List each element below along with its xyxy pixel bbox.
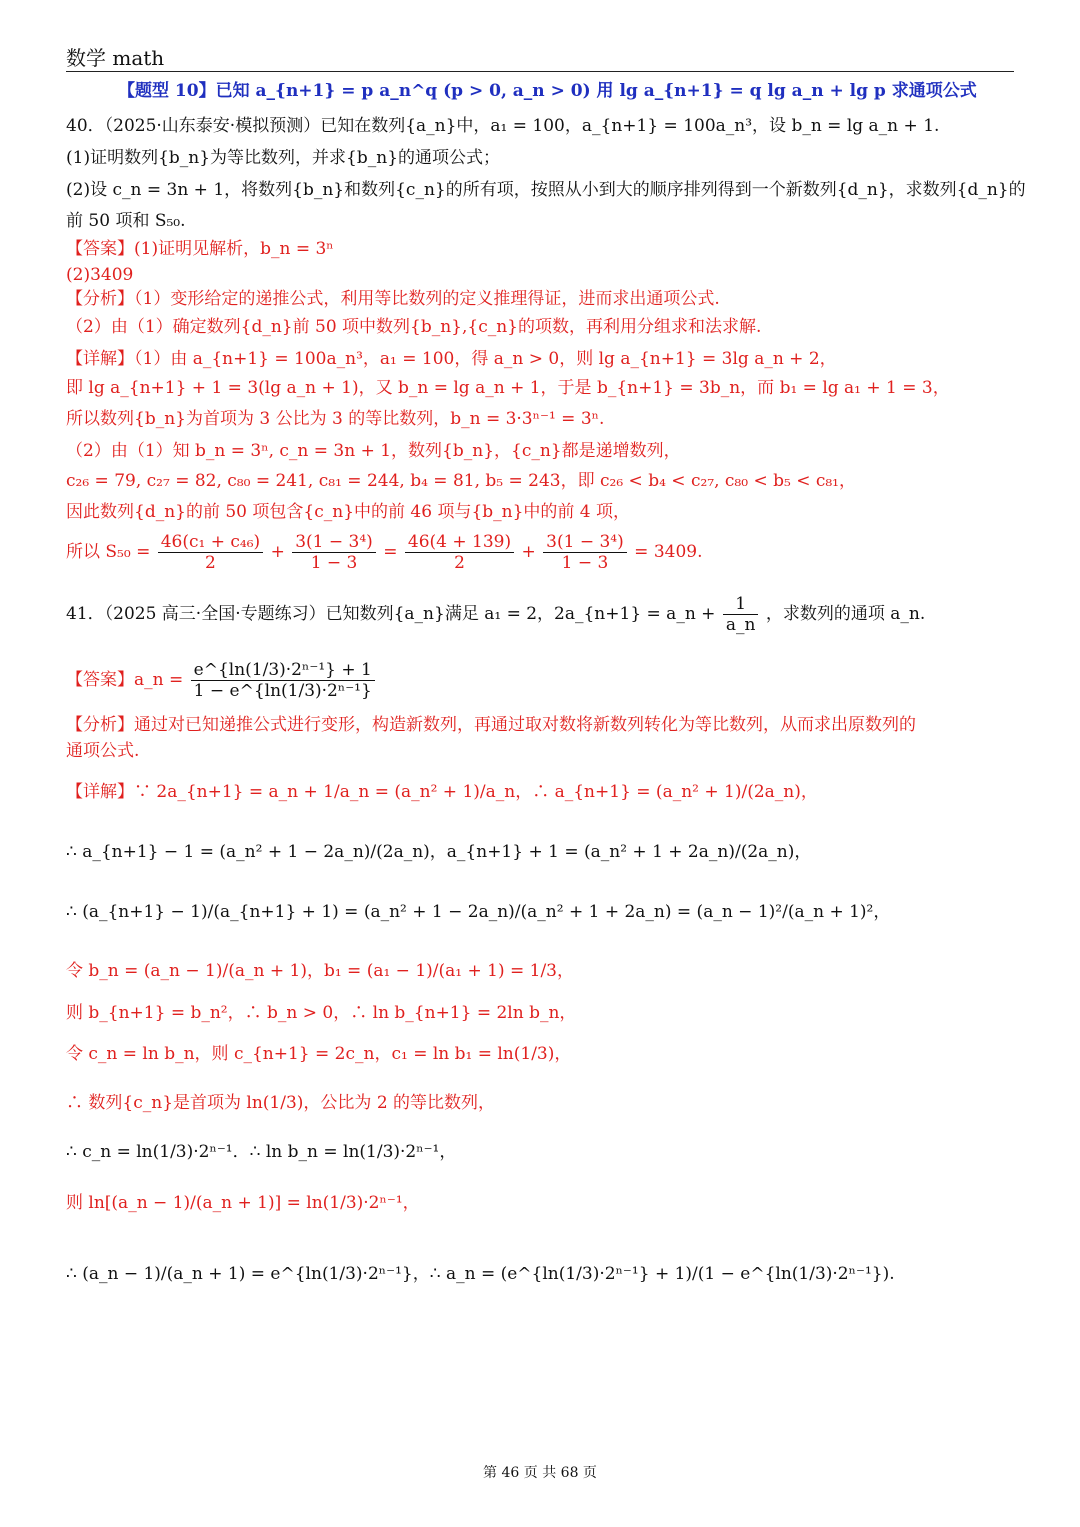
header-rule	[66, 71, 1014, 72]
numerator: 46(c₁ + c₄₆)	[158, 532, 263, 553]
fraction	[405, 532, 514, 573]
denominator: 2	[205, 553, 216, 573]
q40-sum-formula: 所以 S₅₀ = $\frac{\text{46(c₁ + c₄₆)}}{2}$ + $\frac{\text{3(1 − 3⁴)}}{1 - 3}$ = $\frac{46(4 + 139)}{2}$ + $\frac{\text{3(1 − 3⁴)}}{1 - 3}$ = 3409.	[66, 532, 703, 573]
numerator: e^{ln(1/3)·2ⁿ⁻¹} + 1	[191, 660, 375, 681]
numerator: 3(1 − 3⁴)	[292, 532, 376, 553]
q41-step2: ∴ a_{n+1} − 1 = (a_n² + 1 − 2a_n)/(2a_n)，a_{n+1} + 1 = (a_n² + 1 + 2a_n)/(2a_n)，	[66, 842, 812, 862]
q40-stem: 40．（2025·山东泰安·模拟预测）已知在数列{a_n}中，a₁ = 100，a_{n+1} = 100a_n³，设 b_n = lg a_n + 1.	[66, 116, 940, 136]
q41-step8: ∴ c_n = ln(1/3)·2ⁿ⁻¹．∴ ln b_n = ln(1/3)·2ⁿ⁻¹，	[66, 1142, 457, 1162]
page-header: 数学 math	[66, 46, 165, 70]
q40-detail4: （2）由（1）知 b_n = 3ⁿ, c_n = 3n + 1，数列{b_n}，{c_n}都是递增数列，	[66, 441, 681, 461]
numerator: 1	[723, 594, 759, 615]
q41-stem-a: 41．（2025 高三·全国·专题练习）已知数列{a_n}满足 a₁ = 2，2a_{n+1} = a_n +	[66, 604, 716, 624]
denominator: 1 − 3	[561, 553, 609, 573]
q40-detail2: 即 lg a_{n+1} + 1 = 3(lg a_n + 1)，又 b_n = lg a_n + 1，于是 b_{n+1} = 3b_n，而 b₁ = lg a₁ + 1 = 3，	[66, 378, 950, 398]
q40-analysis2: （2）由（1）确定数列{d_n}前 50 项中数列{b_n},{c_n}的项数，再利用分组求和法求解.	[66, 317, 762, 337]
sum-result: = 3409.	[634, 542, 703, 562]
q41-step9: 则 ln[(a_n − 1)/(a_n + 1)] = ln(1/3)·2ⁿ⁻¹，	[66, 1193, 420, 1213]
numerator: 3(1 − 3⁴)	[543, 532, 627, 553]
denominator: 1 − 3	[310, 553, 358, 573]
denominator: 2	[454, 553, 465, 573]
fraction	[158, 532, 263, 573]
q41-step6: 令 c_n = ln b_n，则 c_{n+1} = 2c_n，c₁ = ln b₁ = ln(1/3)，	[66, 1044, 572, 1064]
q41-answer	[66, 660, 377, 701]
sum-prefix: 所以 S₅₀ =	[66, 542, 151, 562]
q40-analysis1: 【分析】（1）变形给定的递推公式，利用等比数列的定义推理得证，进而求出通项公式.	[66, 289, 720, 309]
q40-answer1: 【答案】(1)证明见解析，b_n = 3ⁿ	[66, 239, 334, 259]
q40-part2a: (2)设 c_n = 3n + 1，将数列{b_n}和数列{c_n}的所有项，按照从小到大的顺序排列得到一个新数列{d_n}，求数列{d_n}的	[66, 180, 1026, 200]
answer-prefix: 【答案】a_n =	[66, 670, 184, 690]
q40-detail5: c₂₆ = 79, c₂₇ = 82, c₈₀ = 241, c₈₁ = 244, b₄ = 81, b₅ = 243，即 c₂₆ < b₄ < c₂₇, c₈₀ < b₅ < c₈₁，	[66, 471, 857, 491]
denominator: a_n	[725, 615, 756, 635]
q41-analysis-a: 【分析】通过对已知递推公式进行变形，构造新数列，再通过取对数将新数列转化为等比数列，从而求出原数列的	[66, 715, 916, 735]
q40-detail6: 因此数列{d_n}的前 50 项包含{c_n}中的前 46 项与{b_n}中的前 4 项，	[66, 502, 631, 522]
denominator: 1 − e^{ln(1/3)·2ⁿ⁻¹}	[193, 681, 372, 701]
q41-analysis-b: 通项公式.	[66, 741, 140, 761]
q41-step10: ∴ (a_n − 1)/(a_n + 1) = e^{ln(1/3)·2ⁿ⁻¹}，∴ a_n = (e^{ln(1/3)·2ⁿ⁻¹} + 1)/(1 − e^{ln(1/3)·2ⁿ⁻¹}).	[66, 1264, 895, 1284]
q40-part2b: 前 50 项和 S₅₀.	[66, 211, 186, 231]
q41-stem	[66, 594, 925, 635]
page-footer: 第 46 页 共 68 页	[483, 1465, 597, 1481]
fraction	[191, 660, 375, 701]
q41-step4: 令 b_n = (a_n − 1)/(a_n + 1)，b₁ = (a₁ − 1)/(a₁ + 1) = 1/3，	[66, 961, 574, 981]
topic-heading: 【题型 10】已知 a_{n+1} = p a_n^q (p > 0, a_n > 0) 用 lg a_{n+1} = q lg a_n + lg p 求通项公式	[118, 81, 977, 101]
q41-stem-b: ，求数列的通项 a_n.	[765, 604, 926, 624]
q41-step1: 【详解】∵ 2a_{n+1} = a_n + 1/a_n = (a_n² + 1)/a_n，∴ a_{n+1} = (a_n² + 1)/(2a_n)，	[66, 782, 818, 802]
fraction	[543, 532, 627, 573]
q40-answer2: (2)3409	[66, 265, 134, 285]
fraction	[292, 532, 376, 573]
q41-step7: ∴ 数列{c_n}是首项为 ln(1/3)，公比为 2 的等比数列，	[66, 1093, 496, 1113]
q41-step5: 则 b_{n+1} = b_n²，∴ b_n > 0，∴ ln b_{n+1} = 2ln b_n，	[66, 1003, 577, 1023]
q40-part1: (1)证明数列{b_n}为等比数列，并求{b_n}的通项公式；	[66, 148, 501, 168]
q40-detail3: 所以数列{b_n}为首项为 3 公比为 3 的等比数列，b_n = 3·3ⁿ⁻¹ = 3ⁿ.	[66, 409, 605, 429]
numerator: 46(4 + 139)	[405, 532, 514, 553]
fraction	[723, 594, 759, 635]
q41-step3: ∴ (a_{n+1} − 1)/(a_{n+1} + 1) = (a_n² + 1 − 2a_n)/(a_n² + 1 + 2a_n) = (a_n − 1)²/(a_n + 1)²，	[66, 902, 891, 922]
q40-detail1: 【详解】（1）由 a_{n+1} = 100a_n³，a₁ = 100，得 a_n > 0，则 lg a_{n+1} = 3lg a_n + 2，	[66, 349, 837, 369]
